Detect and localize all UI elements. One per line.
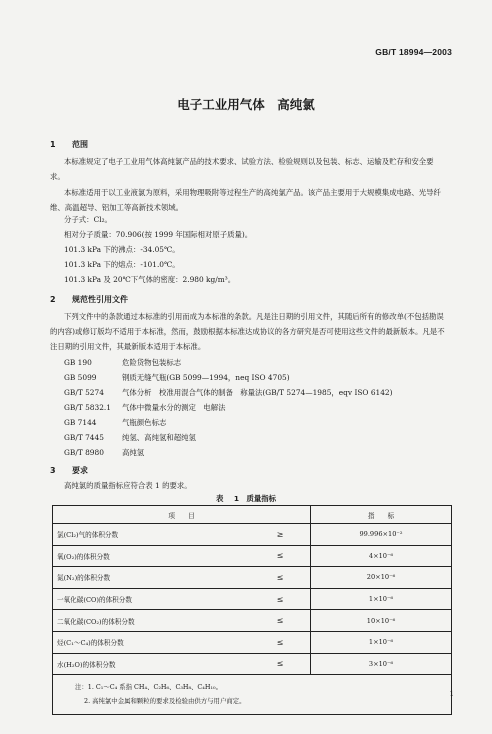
boiling-point-line: 101.3 kPa 下的沸点：-34.05℃。: [64, 245, 180, 254]
row-comparator: ≤: [250, 610, 311, 632]
table-header-row: [53, 506, 452, 524]
table-row: [53, 610, 452, 632]
column-header-item: 项 目: [53, 506, 311, 524]
table-row: [53, 588, 452, 610]
reference-code: GB 5099: [64, 373, 97, 382]
reference-code: GB/T 8980: [64, 448, 104, 457]
row-value: 99.996×10⁻²: [311, 524, 452, 546]
row-value: 4×10⁻⁶: [311, 545, 452, 567]
table-row: [53, 524, 452, 546]
reference-code: GB 190: [64, 358, 92, 367]
reference-title: 高纯氢: [122, 448, 145, 457]
reference-item: [64, 357, 181, 368]
table-caption: 表 1 质量指标: [215, 494, 277, 503]
reference-title: 气体分析 校准用混合气体的制备 称量法(GB/T 5274—1985，eqv ISO 6142): [122, 388, 393, 397]
section-number: 2: [50, 295, 56, 304]
column-header-value: 指 标: [311, 506, 452, 524]
row-value: 20×10⁻⁶: [311, 567, 452, 589]
reference-title: 危险货物包装标志: [122, 358, 182, 367]
reference-code: GB/T 7445: [64, 433, 104, 442]
reference-item: [64, 402, 225, 413]
section-title: 要求: [72, 466, 88, 475]
table-row: [53, 545, 452, 567]
paragraph: 下列文件中的条款通过本标准的引用而成为本标准的条款。凡是注日期的引用文件，其随后所有的修改单(不包括勘误的内容)或修订版均不适用于本标准，然而，鼓励根据本标准达成协议的各方研究是否可使用这些文件的最新版本。凡是不注日期的引用文件，其最新版本适用于本标准。: [50, 312, 445, 351]
formula-line: 分子式：Cl₂。: [64, 215, 112, 224]
table-notes: [53, 675, 452, 715]
reference-title: 钢质无缝气瓶(GB 5099—1994，neq ISO 4705): [122, 373, 290, 382]
row-value: 10×10⁻⁶: [311, 610, 452, 632]
reference-item: [64, 387, 393, 398]
row-comparator: ≥: [250, 524, 311, 546]
reference-code: GB 7144: [64, 418, 97, 427]
table-row: [53, 653, 452, 675]
reference-code: GB/T 5274: [64, 388, 104, 397]
row-item: 氯(Cl₂)气的体积分数: [53, 524, 251, 546]
row-item: 氮(N₂)的体积分数: [53, 567, 251, 589]
section-title: 范围: [72, 140, 88, 149]
reference-item: [64, 372, 290, 383]
paragraph: 高纯氯的质量指标应符合表 1 的要求。: [64, 481, 192, 490]
row-comparator: ≤: [250, 545, 311, 567]
page-number: 1: [449, 690, 454, 698]
row-value: 1×10⁻⁶: [311, 631, 452, 653]
row-value: 3×10⁻⁶: [311, 653, 452, 675]
density-line: 101.3 kPa 及 20℃下气体的密度：2.980 kg/m³。: [64, 275, 236, 284]
table-row: [53, 567, 452, 589]
table-note-2: 2. 高纯氯中金属和颗粒的要求及检验由供方与用户商定。: [84, 697, 246, 706]
melting-point-line: 101.3 kPa 下的熔点：-101.0℃。: [64, 260, 180, 269]
molecular-mass-line: 相对分子质量：70.906(按 1999 年国际相对原子质量)。: [64, 230, 253, 239]
row-item: 二氧化碳(CO₂)的体积分数: [53, 610, 251, 632]
quality-table: [52, 505, 452, 715]
paragraph: 本标准规定了电子工业用气体高纯氯产品的技术要求、试验方法、检验规则以及包装、标志、运输及贮存和安全要求。: [50, 157, 434, 181]
row-item: 一氧化碳(CO)的体积分数: [53, 588, 251, 610]
table-note-row: [53, 675, 452, 715]
section-number: 3: [50, 466, 56, 475]
reference-title: 气体中微量水分的测定 电解法: [122, 403, 226, 412]
reference-item: [64, 432, 196, 443]
standard-number: GB/T 18994—2003: [375, 47, 452, 57]
row-comparator: ≤: [250, 631, 311, 653]
row-comparator: ≤: [250, 567, 311, 589]
row-value: 1×10⁻⁶: [311, 588, 452, 610]
table-note-1: 注：1. C₁～C₄ 系指 CH₄、C₂H₆、C₃H₈、C₄H₁₀。: [75, 683, 222, 692]
reference-title: 气瓶颜色标志: [122, 418, 167, 427]
reference-item: [64, 447, 144, 458]
section-number: 1: [50, 140, 56, 149]
section-2-heading: [50, 294, 128, 305]
reference-item: [64, 417, 166, 428]
row-item: 烃(C₁～C₄)的体积分数: [53, 631, 251, 653]
row-item: 氧(O₂)的体积分数: [53, 545, 251, 567]
section-title: 规范性引用文件: [72, 295, 128, 304]
reference-code: GB/T 5832.1: [64, 403, 111, 412]
row-comparator: ≤: [250, 653, 311, 675]
paragraph: 本标准适用于以工业液氯为原料，采用物理吸附等过程生产的高纯氯产品。该产品主要用于大规模集成电路、光导纤维、高温超导、铝加工等高新技术领域。: [50, 188, 441, 212]
table-row: [53, 631, 452, 653]
document-title: 电子工业用气体 高纯氯: [177, 97, 315, 112]
row-item: 水(H₂O)的体积分数: [53, 653, 251, 675]
section-3-heading: [50, 465, 88, 476]
reference-title: 纯氢、高纯氢和超纯氢: [122, 433, 196, 442]
section-1-heading: [50, 139, 88, 150]
row-comparator: ≤: [250, 588, 311, 610]
